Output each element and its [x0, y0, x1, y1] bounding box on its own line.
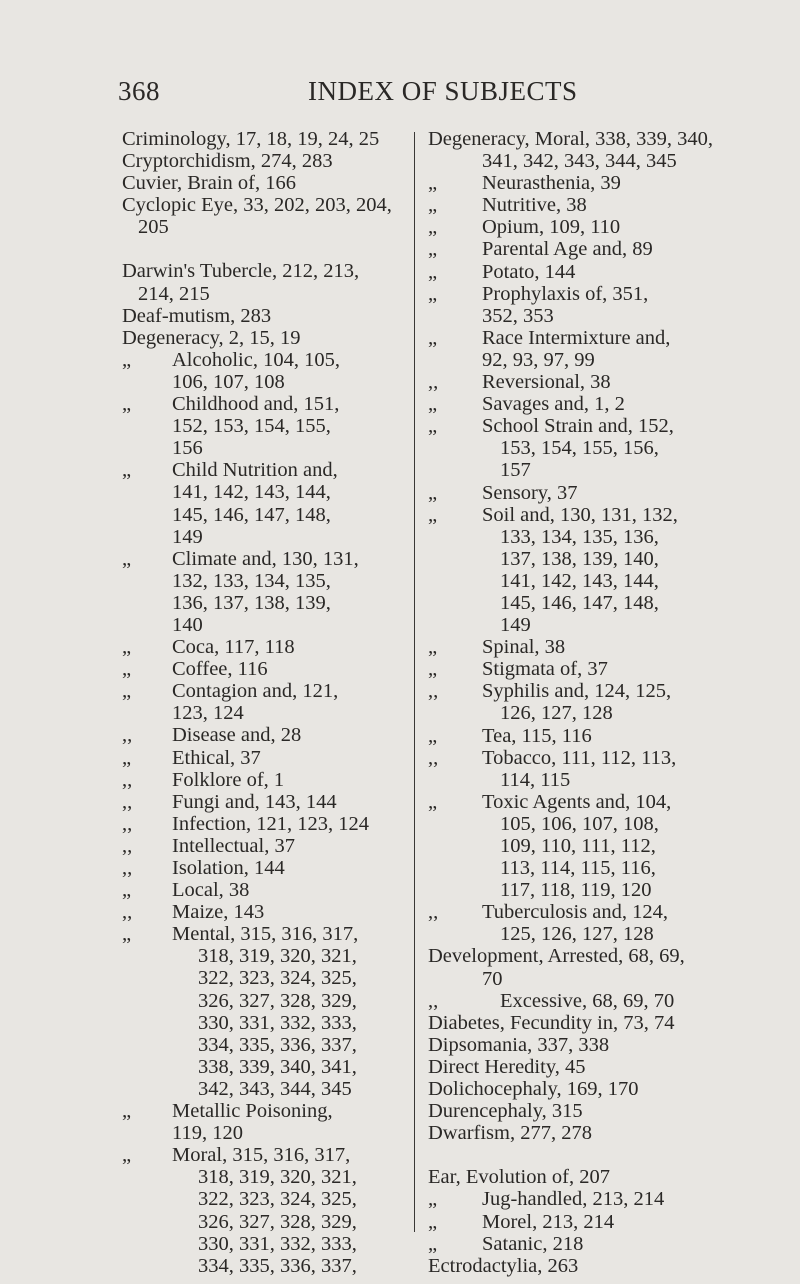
index-entry-text: Moral, 315, 316, 317, [172, 1144, 351, 1167]
ditto-mark: „ [122, 658, 132, 681]
index-entry-line [122, 1188, 410, 1210]
index-entry-line [122, 680, 410, 702]
ditto-mark: ,, [122, 834, 133, 857]
index-entry-line [122, 216, 410, 238]
index-entry-line [428, 1034, 768, 1056]
index-entry-line [428, 216, 768, 238]
index-entry-line [122, 504, 410, 526]
index-entry-line [122, 150, 410, 172]
index-entry-text: Development, Arrested, 68, 69, [428, 945, 685, 968]
ditto-mark: „ [428, 415, 438, 438]
index-entry-text: 318, 319, 320, 321, [198, 945, 357, 968]
index-entry-text: Potato, 144 [482, 260, 576, 283]
index-entry-text: 92, 93, 97, 99 [482, 348, 595, 371]
index-entry-line [428, 857, 768, 879]
index-column-right [428, 128, 768, 1277]
index-entry-text: 141, 142, 143, 144, [172, 481, 331, 504]
index-entry-line [122, 1078, 410, 1100]
index-entry-text: Infection, 121, 123, 124 [172, 812, 369, 835]
index-entry-line [122, 305, 410, 327]
ditto-mark: „ [122, 746, 132, 769]
ditto-mark: „ [428, 172, 438, 195]
index-entry-line [122, 901, 410, 923]
index-entry-text: Intellectual, 37 [172, 834, 295, 857]
index-entry-line [428, 1166, 768, 1188]
index-entry-text: 125, 126, 127, 128 [500, 923, 654, 946]
index-entry-text: Neurasthenia, 39 [482, 172, 621, 195]
ditto-mark: „ [122, 636, 132, 659]
index-entry-line [122, 283, 410, 305]
ditto-mark: ,, [428, 680, 439, 703]
index-entry-line [122, 813, 410, 835]
index-entry-text: 109, 110, 111, 112, [500, 835, 656, 857]
index-entry-line [428, 636, 768, 658]
index-entry-text: Nutritive, 38 [482, 194, 587, 217]
index-entry-line [122, 1012, 410, 1034]
index-entry-line [122, 702, 410, 724]
index-entry-text: Parental Age and, 89 [482, 238, 653, 261]
index-entry-text: Local, 38 [172, 879, 250, 902]
index-entry-line [428, 238, 768, 260]
index-entry-line [122, 371, 410, 393]
index-entry-line [428, 305, 768, 327]
index-entry-line [122, 260, 410, 282]
index-entry-text: Spinal, 38 [482, 636, 566, 659]
index-entry-text: 149 [172, 525, 203, 548]
index-entry-text: 123, 124 [172, 702, 244, 725]
index-entry-line [122, 128, 410, 150]
index-entry-text: Degeneracy, Moral, 338, 339, 340, [428, 128, 714, 150]
index-entry-text: 126, 127, 128 [500, 702, 613, 725]
index-entry-text: 117, 118, 119, 120 [500, 879, 652, 902]
ditto-mark: „ [122, 1100, 132, 1123]
index-entry-text: 326, 327, 328, 329, [198, 989, 357, 1012]
index-entry-text: 114, 115 [500, 768, 571, 791]
index-entry-text: 113, 114, 115, 116, [500, 857, 656, 880]
index-entry-line [122, 526, 410, 548]
ditto-mark: „ [428, 1210, 438, 1233]
index-entry-line [122, 1034, 410, 1056]
index-entry-text: Cryptorchidism, 274, 283 [122, 150, 333, 173]
index-entry-line [428, 415, 768, 437]
ditto-mark: ,, [122, 790, 133, 813]
index-entry-line [428, 968, 768, 990]
index-entry-line [122, 791, 410, 813]
index-entry-line [428, 658, 768, 680]
ditto-mark: ,, [122, 857, 133, 879]
index-entry-text: Tea, 115, 116 [482, 724, 592, 747]
index-entry-text: 318, 319, 320, 321, [198, 1166, 357, 1189]
index-entry-text: Mental, 315, 316, 317, [172, 923, 359, 946]
index-entry-text: 149 [500, 614, 531, 637]
index-entry-text: Childhood and, 151, [172, 393, 340, 416]
ditto-mark: „ [428, 481, 438, 504]
index-entry-text: Dipsomania, 337, 338 [428, 1033, 610, 1056]
ditto-mark: „ [428, 503, 438, 526]
index-entry-text: 145, 146, 147, 148, [172, 503, 331, 526]
index-entry-line [122, 349, 410, 371]
index-entry-line [122, 1056, 410, 1078]
index-entry-text: Maize, 143 [172, 901, 265, 924]
index-entry-line [428, 592, 768, 614]
index-entry-text: Jug-handled, 213, 214 [482, 1188, 665, 1211]
ditto-mark: ,, [428, 371, 439, 394]
index-entry-line [122, 1122, 410, 1144]
index-entry-text: Opium, 109, 110 [482, 216, 621, 239]
index-entry-text: Durencephaly, 315 [428, 1100, 583, 1123]
index-entry-line [122, 1233, 410, 1255]
index-entry-line [428, 1078, 768, 1100]
index-entry-text: Dwarfism, 277, 278 [428, 1122, 592, 1145]
index-entry-text: Deaf-mutism, 283 [122, 304, 272, 327]
ditto-mark: „ [428, 636, 438, 659]
ditto-mark: „ [428, 238, 438, 261]
index-entry-text: 322, 323, 324, 325, [198, 1188, 357, 1211]
index-entry-text: 145, 146, 147, 148, [500, 591, 659, 614]
index-entry-line [122, 327, 410, 349]
ditto-mark: „ [428, 658, 438, 681]
index-entry-line [122, 437, 410, 459]
index-entry-text: 205 [138, 216, 169, 239]
index-entry-line [122, 636, 410, 658]
index-entry-text: Direct Heredity, 45 [428, 1055, 586, 1078]
index-entry-line [428, 1056, 768, 1078]
index-entry-text: 322, 323, 324, 325, [198, 967, 357, 990]
index-entry-text: Tuberculosis and, 124, [482, 901, 669, 924]
index-entry-text: Tobacco, 111, 112, 113, [482, 746, 677, 769]
ditto-mark: „ [122, 879, 132, 902]
index-entry-text: Sensory, 37 [482, 481, 578, 504]
index-entry-line [428, 437, 768, 459]
index-entry-line [428, 747, 768, 769]
index-entry-text: 342, 343, 344, 345 [198, 1077, 352, 1100]
index-entry-line [428, 194, 768, 216]
index-entry-text: Soil and, 130, 131, 132, [482, 503, 678, 526]
index-entry-text: 352, 353 [482, 304, 554, 327]
index-entry-text: 133, 134, 135, 136, [500, 525, 659, 548]
index-entry-text: Contagion and, 121, [172, 680, 339, 703]
ditto-mark: ,, [122, 768, 133, 791]
index-entry-text: Satanic, 218 [482, 1232, 584, 1255]
index-entry-text: Metallic Poisoning, [172, 1100, 333, 1123]
index-entry-line [122, 172, 410, 194]
index-entry-text: Cuvier, Brain of, 166 [122, 172, 296, 195]
ditto-mark: ,, [122, 724, 133, 747]
index-entry-line [428, 1100, 768, 1122]
column-divider [414, 132, 415, 1232]
index-entry-text: Child Nutrition and, [172, 459, 338, 482]
index-entry-text: 214, 215 [138, 282, 210, 305]
ditto-mark: ,, [428, 746, 439, 769]
index-entry-line [122, 459, 410, 481]
index-entry-line [122, 747, 410, 769]
index-entry-line [122, 769, 410, 791]
index-entry-line [428, 1122, 768, 1144]
index-entry-line [428, 1012, 768, 1034]
ditto-mark: „ [122, 393, 132, 416]
index-entry-text: 105, 106, 107, 108, [500, 812, 659, 835]
index-entry-text: 338, 339, 340, 341, [198, 1055, 357, 1078]
index-entry-text: Criminology, 17, 18, 19, 24, 25 [122, 128, 380, 150]
index-entry-text: Coffee, 116 [172, 658, 268, 681]
index-entry-line [122, 614, 410, 636]
index-column-left [122, 128, 410, 1277]
index-entry-text: 141, 142, 143, 144, [500, 569, 659, 592]
index-entry-line [428, 813, 768, 835]
index-entry-line [428, 349, 768, 371]
ditto-mark: „ [122, 547, 132, 570]
index-entry-line [428, 570, 768, 592]
index-entry-text: 334, 335, 336, 337, [198, 1254, 357, 1277]
index-entry-text: Darwin's Tubercle, 212, 213, [122, 260, 360, 283]
index-entry-line [428, 680, 768, 702]
index-entry-text: 137, 138, 139, 140, [500, 547, 659, 570]
ditto-mark: „ [428, 326, 438, 349]
index-entry-text: 330, 331, 332, 333, [198, 1232, 357, 1255]
index-entry-text: Reversional, 38 [482, 371, 611, 394]
index-entry-line [428, 614, 768, 636]
index-entry-text: Morel, 213, 214 [482, 1210, 615, 1233]
index-entry-line [122, 592, 410, 614]
ditto-mark: „ [428, 724, 438, 747]
index-entry-text: Ear, Evolution of, 207 [428, 1166, 610, 1189]
index-entry-line [122, 194, 410, 216]
index-entry-text: 70 [482, 967, 503, 990]
index-entry-text: Excessive, 68, 69, 70 [500, 989, 675, 1012]
ditto-mark: „ [428, 790, 438, 813]
index-entry-line [428, 504, 768, 526]
index-entry-line [428, 548, 768, 570]
index-entry-line [122, 415, 410, 437]
index-entry-line [122, 879, 410, 901]
index-entry-text: Alcoholic, 104, 105, [172, 348, 340, 371]
page-header [118, 76, 678, 116]
index-entry-line [428, 393, 768, 415]
ditto-mark: „ [122, 1144, 132, 1167]
ditto-mark: „ [428, 260, 438, 283]
index-entry-line [428, 1188, 768, 1210]
index-entry-line [122, 481, 410, 503]
index-entry-text: 341, 342, 343, 344, 345 [482, 150, 677, 173]
index-entry-line [428, 990, 768, 1012]
index-entry-text: Cyclopic Eye, 33, 202, 203, 204, [122, 194, 392, 217]
index-entry-line [122, 967, 410, 989]
index-entry-line [428, 879, 768, 901]
index-entry-text: Climate and, 130, 131, [172, 547, 359, 570]
index-entry-line [428, 261, 768, 283]
index-entry-text: 136, 137, 138, 139, [172, 591, 331, 614]
ditto-mark: „ [428, 216, 438, 239]
page-number: 368 [118, 76, 160, 106]
index-entry-text: 334, 335, 336, 337, [198, 1033, 357, 1056]
index-entry-line [122, 945, 410, 967]
index-entry-text: 157 [500, 459, 531, 482]
index-entry-line [428, 150, 768, 172]
index-entry-text: School Strain and, 152, [482, 415, 674, 438]
ditto-mark: „ [122, 680, 132, 703]
index-entry-line [428, 835, 768, 857]
index-entry-line [122, 570, 410, 592]
index-entry-line [428, 526, 768, 548]
index-entry-text: Race Intermixture and, [482, 326, 671, 349]
index-entry-line [428, 769, 768, 791]
index-entry-text: 152, 153, 154, 155, [172, 415, 331, 438]
index-entry-text: Disease and, 28 [172, 724, 302, 747]
index-entry-text: Isolation, 144 [172, 857, 285, 879]
index-entry-text: Dolichocephaly, 169, 170 [428, 1078, 639, 1101]
ditto-mark: „ [122, 459, 132, 482]
index-entry-line [428, 283, 768, 305]
index-entry-line [122, 393, 410, 415]
ditto-mark: „ [428, 194, 438, 217]
index-entry-text: 330, 331, 332, 333, [198, 1011, 357, 1034]
index-entry-text: Stigmata of, 37 [482, 658, 608, 681]
index-entry-text: Ectrodactylia, 263 [428, 1254, 579, 1277]
index-entry-line [122, 548, 410, 570]
index-entry-text: Folklore of, 1 [172, 768, 285, 791]
index-entry-line [428, 702, 768, 724]
index-entry-line [122, 1144, 410, 1166]
index-entry-text: Savages and, 1, 2 [482, 393, 625, 416]
index-entry-line [122, 923, 410, 945]
index-entry-line [122, 658, 410, 680]
ditto-mark: „ [428, 282, 438, 305]
index-entry-text: Diabetes, Fecundity in, 73, 74 [428, 1011, 675, 1034]
index-entry-text: Prophylaxis of, 351, [482, 282, 649, 305]
index-entry-line [428, 791, 768, 813]
index-entry-line [428, 1233, 768, 1255]
index-entry-text: Coca, 117, 118 [172, 636, 295, 659]
index-entry-line [428, 945, 768, 967]
index-entry-line [428, 172, 768, 194]
index-entry-line [428, 482, 768, 504]
index-entry-line [428, 371, 768, 393]
ditto-mark: ,, [428, 989, 439, 1012]
index-entry-line [122, 1100, 410, 1122]
ditto-mark: „ [428, 393, 438, 416]
ditto-mark: „ [122, 348, 132, 371]
index-entry-line [428, 1211, 768, 1233]
ditto-mark: ,, [122, 812, 133, 835]
index-entry-text: 326, 327, 328, 329, [198, 1210, 357, 1233]
index-entry-text: 153, 154, 155, 156, [500, 437, 659, 460]
index-entry-text: 132, 133, 134, 135, [172, 569, 331, 592]
index-entry-line [122, 990, 410, 1012]
ditto-mark: ,, [122, 901, 133, 924]
ditto-mark: „ [428, 1232, 438, 1255]
index-entry-line [122, 1255, 410, 1277]
index-entry-text: Syphilis and, 124, 125, [482, 680, 672, 703]
index-entry-line [122, 835, 410, 857]
index-entry-line [428, 901, 768, 923]
index-entry-text: Toxic Agents and, 104, [482, 790, 672, 813]
index-entry-line [122, 857, 410, 879]
index-entry-line [428, 327, 768, 349]
ditto-mark: „ [122, 923, 132, 946]
index-entry-line [122, 724, 410, 746]
index-entry-text: 119, 120 [172, 1122, 243, 1145]
index-entry-text: 106, 107, 108 [172, 370, 285, 393]
index-entry-line [428, 459, 768, 481]
index-entry-text: Degeneracy, 2, 15, 19 [122, 326, 301, 349]
index-entry-line [122, 1166, 410, 1188]
index-entry-line [428, 923, 768, 945]
index-entry-text: 156 [172, 437, 203, 460]
index-entry-line [428, 725, 768, 747]
index-entry-text: 140 [172, 613, 203, 636]
index-entry-text: Ethical, 37 [172, 746, 261, 769]
ditto-mark: „ [428, 1188, 438, 1211]
page-title: INDEX OF SUBJECTS [308, 76, 578, 106]
ditto-mark: ,, [428, 901, 439, 924]
index-entry-line [428, 1255, 768, 1277]
index-entry-text: Fungi and, 143, 144 [172, 790, 337, 813]
index-entry-line [428, 128, 768, 150]
index-entry-line [122, 1211, 410, 1233]
